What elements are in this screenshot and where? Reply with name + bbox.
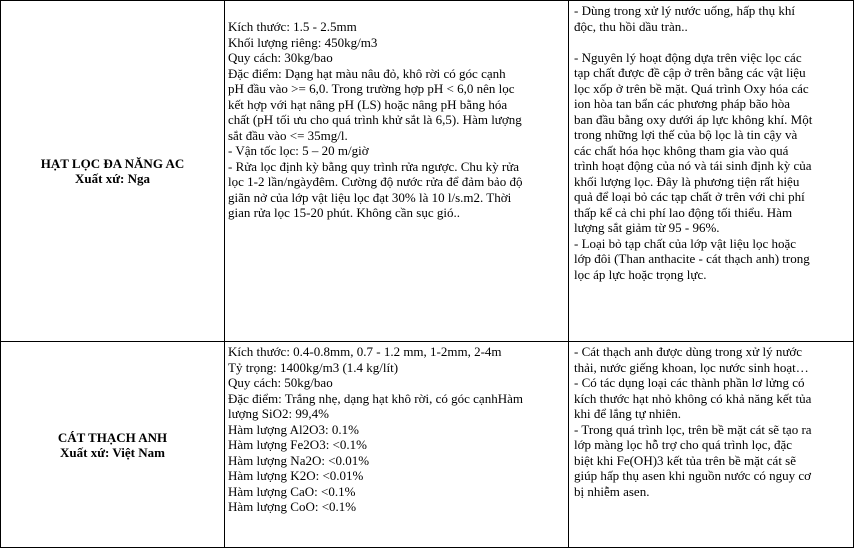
spec-line: Hàm lượng CoO: <0.1% bbox=[228, 499, 357, 514]
usage-cell bbox=[569, 1, 854, 342]
usage-line: - Dùng trong xử lý nước uống, hấp thụ khí bbox=[574, 3, 795, 18]
spec-line: Kích thước: 1.5 - 2.5mm bbox=[228, 19, 357, 34]
spec-line: lượng SiO2: 99,4% bbox=[228, 406, 329, 421]
usage-line: thải, nước giếng khoan, lọc nước sinh hoạt… bbox=[574, 359, 809, 375]
usage-line: lọc xốp ở trên bề mặt. Quá trình Oxy hóa các bbox=[574, 80, 809, 96]
usage-line: ban đầu bằng oxy dưới áp lực không khí. Một bbox=[574, 111, 813, 127]
usage-line: kích thước hạt nhỏ không có khả năng kết tủa bbox=[574, 390, 812, 406]
product-name: CÁT THẠCH ANH bbox=[57, 429, 168, 445]
spec-line: - Rửa lọc định kỳ bằng quy trình rửa ngược. Chu kỳ rửa bbox=[228, 158, 520, 174]
product-name: HẠT LỌC ĐA NĂNG AC bbox=[40, 156, 185, 171]
table-row bbox=[1, 1, 854, 342]
product-name-cell bbox=[1, 1, 225, 342]
usage-line: lớp đôi (Than anthacite - cát thạch anh) trong bbox=[574, 251, 810, 266]
usage-line: bị nhiễm asen. bbox=[574, 483, 650, 499]
usage-line: giúp hấp thụ asen khi nguồn nước có nguy cơ bbox=[574, 468, 812, 483]
usage-line: - Nguyên lý hoạt động dựa trên việc lọc các bbox=[574, 49, 802, 65]
product-origin: Xuất xứ: Việt Nam bbox=[60, 444, 165, 460]
spec-line: Đặc điểm: Trắng nhẹ, dạng hạt khô rời, có góc cạnhHàm bbox=[228, 390, 523, 406]
spec-line: Hàm lượng K2O: <0.01% bbox=[228, 468, 364, 483]
spec-line: sắt đầu vào <= 35mg/l. bbox=[228, 127, 348, 143]
usage-line: - Trong quá trình lọc, trên bề mặt cát sẽ tạo ra bbox=[574, 421, 812, 437]
spec-line: - Vận tốc lọc: 5 – 20 m/giờ bbox=[228, 143, 369, 158]
usage-line: trình hoạt động của nó và tái sinh định kỳ của bbox=[574, 158, 812, 173]
usage-line: ion hòa tan bẩn các phương pháp bão hòa bbox=[574, 96, 791, 111]
usage-line: - Loại bỏ tạp chất của lớp vật liệu lọc hoặc bbox=[574, 235, 797, 251]
spec-line: giãn nở của lớp vật liệu lọc đạt 30% là 10 l/s.m2. Thời bbox=[228, 189, 512, 205]
usage-line: khối lượng lọc. Đây là phương tiện rất hiệu bbox=[574, 173, 800, 189]
usage-line: thấp kể cả chi phí lao động tối thiểu. Hàm bbox=[574, 204, 793, 220]
spec-line: kết hợp với hạt nâng pH (LS) hoặc nâng pH bằng hóa bbox=[228, 96, 508, 112]
usage-line: độc, thu hồi dầu tràn.. bbox=[574, 18, 688, 34]
spec-cell bbox=[225, 342, 569, 548]
usage-line: trong những lợi thế của bộ lọc là tin cậy và bbox=[574, 127, 798, 142]
spec-line: gian rửa lọc 15-20 phút. Không cần sục gió.. bbox=[228, 205, 460, 220]
spec-line: lọc 1-2 lần/ngàyđêm. Cường độ nước rửa để đảm bảo độ bbox=[228, 174, 523, 189]
usage-line: lượng sắt giảm từ 95 - 96%. bbox=[574, 220, 720, 235]
spec-cell bbox=[225, 1, 569, 342]
spec-line: Hàm lượng Al2O3: 0.1% bbox=[228, 421, 359, 437]
spec-line: Khối lượng riêng: 450kg/m3 bbox=[228, 34, 378, 50]
spec-line: Quy cách: 30kg/bao bbox=[228, 50, 333, 65]
usage-line: quả để loại bỏ các tạp chất ở trên với chi phí bbox=[574, 189, 805, 204]
blank-line bbox=[574, 34, 845, 50]
product-name-cell bbox=[1, 342, 225, 548]
spec-line: pH đầu vào >= 6,0. Trong trường hợp pH < 6,0 nên lọc bbox=[228, 81, 515, 96]
spec-line: Quy cách: 50kg/bao bbox=[228, 375, 333, 390]
usage-line: - Có tác dụng loại các thành phần lơ lửng có bbox=[574, 375, 805, 390]
usage-line: các chất hóa học không tham gia vào quá bbox=[574, 142, 789, 158]
spec-line: Đặc điểm: Dạng hạt màu nâu đỏ, khô rời có góc cạnh bbox=[228, 65, 506, 81]
spec-line: Hàm lượng Fe2O3: <0.1% bbox=[228, 437, 367, 452]
spec-line: Hàm lượng CaO: <0.1% bbox=[228, 483, 356, 499]
usage-line: tạp chất được đề cập ở trên bằng các vật liệu bbox=[574, 65, 806, 80]
usage-line: lớp màng lọc hỗ trợ cho quá trình lọc, đặc bbox=[574, 437, 793, 452]
usage-cell bbox=[569, 342, 854, 548]
spec-line: chất (pH tối ưu cho quá trình khử sắt là 6,5). Hàm lượng bbox=[228, 112, 522, 127]
spec-line: Hàm lượng Na2O: <0.01% bbox=[228, 452, 370, 468]
usage-line: khi để lắng tự nhiên. bbox=[574, 406, 682, 421]
usage-line: lọc áp lực hoặc trọng lực. bbox=[574, 266, 707, 282]
usage-line: - Cát thạch anh được dùng trong xử lý nước bbox=[574, 344, 803, 359]
product-origin: Xuất xứ: Nga bbox=[75, 171, 150, 186]
spec-line: Tỷ trọng: 1400kg/m3 (1.4 kg/lít) bbox=[228, 359, 399, 375]
usage-line: biệt khi Fe(OH)3 kết tủa trên bề mặt cát sẽ bbox=[574, 452, 797, 468]
spec-line: Kích thước: 0.4-0.8mm, 0.7 - 1.2 mm, 1-2mm, 2-4m bbox=[228, 344, 502, 359]
table-row bbox=[1, 342, 854, 548]
